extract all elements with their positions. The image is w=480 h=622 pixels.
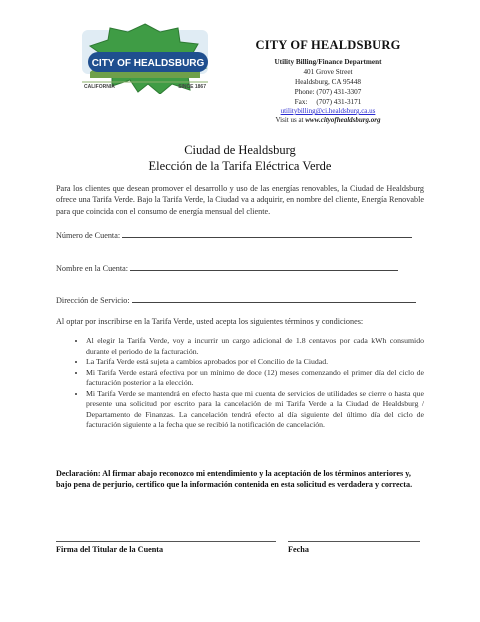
website-link[interactable]: www.cityofhealdsburg.org	[305, 116, 381, 124]
email-link[interactable]: utilitybilling@ci.healdsburg.ca.us	[280, 107, 376, 115]
service-address-field[interactable]	[56, 294, 416, 305]
service-address-label: Dirección de Servicio:	[56, 296, 130, 305]
phone-number: Phone: (707) 431-3307	[294, 88, 362, 96]
signature-label: Firma del Titular de la Cuenta	[56, 545, 164, 554]
account-number-field[interactable]	[56, 229, 412, 240]
visit-prefix: Visit us at	[275, 116, 306, 124]
account-number-line[interactable]	[122, 229, 412, 238]
logo-name-text: CITY OF HEALDSBURG	[91, 58, 205, 69]
account-name-field[interactable]	[56, 262, 398, 273]
city-name: CITY OF HEALDSBURG	[255, 38, 401, 52]
date-line[interactable]	[288, 540, 420, 542]
date-label: Fecha	[288, 545, 309, 554]
signature-line[interactable]	[56, 540, 276, 542]
list-item: • Mi Tarifa Verde estará efectiva por un mínimo de doce (12) meses comenzando el primer día del ciclo de facturación posterior a la elección.	[86, 368, 424, 389]
terms-list	[56, 336, 424, 431]
page-title-line-1: Ciudad de Healdsburg	[184, 143, 296, 157]
list-item: • Mi Tarifa Verde se mantendrá en efecto hasta que mi cuenta de servicios de utilidades se cierre o hasta que presente una solicitud por escrito para la cancelación de mi Tarifa Verde a la Ciudad de Healdsburg / Departamento de Finanzas. La cancelación tendrá efecto al día siguiente del último día del ciclo de facturación siguiente a la fecha que se recibió la notificación de cancelación.	[86, 389, 424, 431]
logo-left-caption: CALIFORNIA	[84, 84, 115, 90]
terms-intro: Al optar por inscribirse en la Tarifa Verde, usted acepta los siguientes términos y condiciones:	[56, 317, 364, 326]
grape-leaf-logo-icon	[60, 22, 230, 94]
contact-header	[238, 38, 418, 125]
declaration-text: Declaración: Al firmar abajo reconozco mi entendimiento y la aceptación de los términos anteriores y, bajo pena de perjurio, certifico que la información contenida en esta solicitud es verdadera y correcta.	[56, 469, 413, 490]
department-name: Utility Billing/Finance Department	[274, 58, 382, 66]
account-name-line[interactable]	[130, 262, 398, 271]
logo-right-caption: SINCE 1867	[178, 84, 206, 90]
fax-number: Fax: (707) 431-3171	[294, 98, 362, 106]
account-number-label: Número de Cuenta:	[56, 231, 121, 240]
intro-paragraph: Para los clientes que desean promover el desarrollo y uso de las energías renovables, la Ciudad de Healdsburg ofrece una Tarifa Verde. Bajo la Tarifa Verde, la Ciudad va a adquirir, en nombre del cliente, Energía Renovable para que coincida con el consumo de energía mensual del cliente.	[56, 184, 424, 216]
page-title-line-2: Elección de la Tarifa Eléctrica Verde	[148, 159, 332, 173]
website-line	[238, 116, 418, 125]
address-line-1: 401 Grove Street	[303, 68, 353, 76]
list-item: • Al elegir la Tarifa Verde, voy a incurrir un cargo adicional de 1.8 centavos por cada kWh consumido durante el periodo de la facturación.	[86, 336, 424, 357]
service-address-line[interactable]	[132, 294, 416, 303]
address-line-2: Healdsburg, CA 95448	[295, 78, 361, 86]
list-item: • La Tarifa Verde está sujeta a cambios aprobados por el Concilio de la Ciudad.	[86, 357, 424, 368]
account-name-label: Nombre en la Cuenta:	[56, 264, 129, 273]
city-logo	[60, 22, 230, 94]
